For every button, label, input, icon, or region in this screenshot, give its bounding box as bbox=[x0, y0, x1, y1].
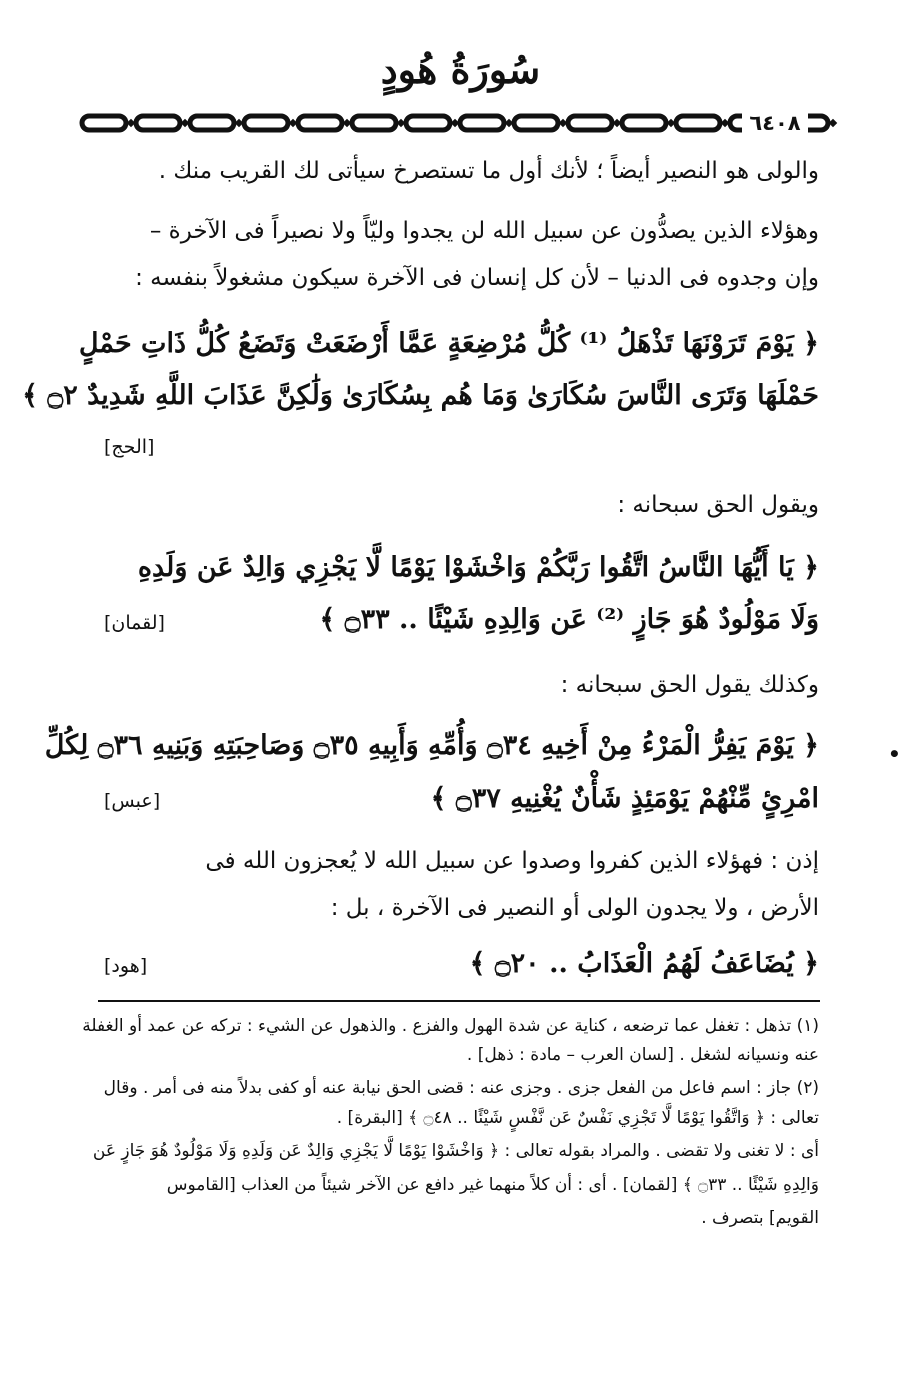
ornamental-border bbox=[78, 108, 848, 138]
paragraph-2-line-2: وإن وجدوه فى الدنيا – لأن كل إنسان فى الآخرة سيكون مشغولاً بنفسه : bbox=[135, 265, 819, 291]
quran-verse-abasa-line-2: امْرِئٍ مِّنْهُمْ يَوْمَئِذٍ شَأْنٌ يُغْنِيهِ ۝٣٧ ﴾ bbox=[430, 783, 819, 814]
source-luqman: [لقمان] bbox=[104, 612, 165, 634]
paragraph-4: وكذلك يقول الحق سبحانه : bbox=[560, 672, 819, 698]
footnote-2-line-5: القويم] بتصرف . bbox=[701, 1208, 819, 1228]
footnote-2-line-3: أى : لا تغنى ولا تقضى . والمراد بقوله تعالى : ﴿ وَاخْشَوْا يَوْمًا لَّا يَجْزِي وَالِدٌ عَن وَلَدِهِ وَلَا مَوْلُودٌ هُوَ جَازٍ عَن bbox=[92, 1141, 819, 1161]
footnote-2-line-4: وَالِدِهِ شَيْئًا .. ۝٣٣ ﴾ [لقمان] . أى : أن كلاً منهما غير دافع عن الآخر شيئاً من العذاب [القاموس bbox=[166, 1175, 819, 1195]
paragraph-3: ويقول الحق سبحانه : bbox=[617, 492, 819, 518]
paragraph-2-line-1: وهؤلاء الذين يصدُّون عن سبيل الله لن يجدوا وليّاً ولا نصيراً فى الآخرة – bbox=[149, 218, 819, 244]
quran-verse-abasa-line-1: ﴿ يَوْمَ يَفِرُّ الْمَرْءُ مِنْ أَخِيهِ ۝٣٤ وَأُمِّهِ وَأَبِيهِ ۝٣٥ وَصَاحِبَتِهِ وَبَنِيهِ ۝٣٦ لِكُلِّ bbox=[44, 730, 819, 761]
footnote-2-line-2: تعالى : ﴿ وَاتَّقُوا يَوْمًا لَّا تَجْزِي نَفْسٌ عَن نَّفْسٍ شَيْئًا .. ۝٤٨ ﴾ [البقرة] . bbox=[336, 1108, 819, 1128]
paragraph-5-line-1: إذن : فهؤلاء الذين كفروا وصدوا عن سبيل الله لا يُعجزون الله فى bbox=[205, 848, 819, 874]
footnote-2-line-1: (٢) جاز : اسم فاعل من الفعل جزى . وجزى عنه : قضى الحق نيابة عنه أو كفى بدلاً منه فى أمر . وقال bbox=[103, 1078, 819, 1098]
source-hud: [هود] bbox=[104, 955, 148, 977]
quran-verse-luqman-line-2: وَلَا مَوْلُودٌ هُوَ جَازٍ ⁽²⁾ عَن وَالِدِهِ شَيْئًا .. ۝٣٣ ﴾ bbox=[319, 604, 819, 635]
surah-title: سُورَةُ هُودٍ bbox=[380, 47, 541, 92]
footnote-1-line-2: عنه ونسيانه لشغل . [لسان العرب – مادة : ذهل] . bbox=[466, 1045, 819, 1065]
source-abasa: [عبس] bbox=[104, 790, 161, 812]
footnote-divider bbox=[98, 1000, 820, 1002]
paragraph-1: والولى هو النصير أيضاً ؛ لأنك أول ما تستصرخ سيأتى لك القريب منك . bbox=[158, 158, 819, 184]
margin-mark: • bbox=[888, 742, 901, 766]
page-number: ٦٤٠٨ bbox=[742, 110, 808, 136]
paragraph-5-line-2: الأرض ، ولا يجدون الولى أو النصير فى الآخرة ، بل : bbox=[330, 895, 819, 921]
quran-verse-hud: ﴿ يُضَاعَفُ لَهُمُ الْعَذَابُ .. ۝٢٠ ﴾ bbox=[469, 948, 819, 979]
source-hajj: [الحج] bbox=[104, 436, 155, 458]
footnote-1-line-1: (١) تذهل : تغفل عما ترضعه ، كناية عن شدة الهول والفزع . والذهول عن الشيء : تركه عن عمد أو الغفلة bbox=[82, 1016, 819, 1036]
quran-verse-luqman-line-1: ﴿ يَا أَيُّهَا النَّاسُ اتَّقُوا رَبَّكُمْ وَاخْشَوْا يَوْمًا لَّا يَجْزِي وَالِدٌ عَن وَلَدِهِ bbox=[137, 552, 819, 583]
quran-verse-hajj-line-2: حَمْلَهَا وَتَرَى النَّاسَ سُكَارَىٰ وَمَا هُم بِسُكَارَىٰ وَلَٰكِنَّ عَذَابَ اللَّهِ شَدِيدٌ ۝٢ ﴾ bbox=[22, 380, 819, 411]
quran-verse-hajj-line-1: ﴿ يَوْمَ تَرَوْنَهَا تَذْهَلُ ⁽¹⁾ كُلُّ مُرْضِعَةٍ عَمَّا أَرْضَعَتْ وَتَضَعُ كُلُّ ذَاتِ حَمْلٍ bbox=[78, 328, 819, 359]
